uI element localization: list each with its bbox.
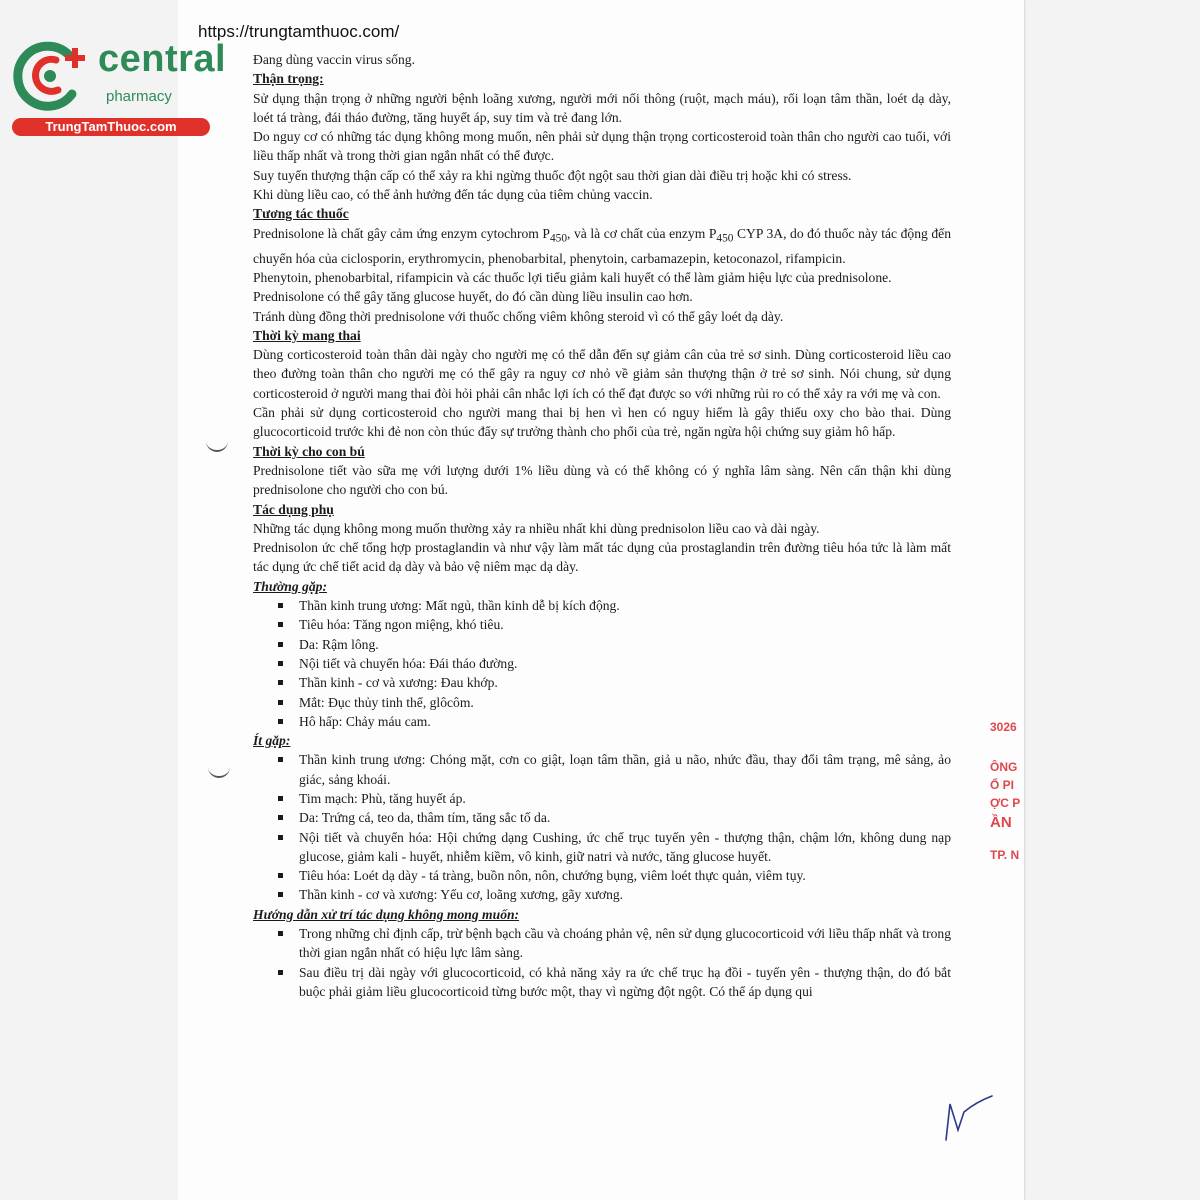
list-item: Thần kinh trung ương: Mất ngủ, thần kinh dễ bị kích động.	[299, 596, 951, 615]
tac-dung-phu-p1: Những tác dụng không mong muốn thường xảy ra nhiều nhất khi dùng prednisolon liều cao và dài ngày.	[253, 520, 820, 536]
stamp-line: Ổ PI	[990, 778, 1015, 792]
list-item: Sau điều trị dài ngày với glucocorticoid, có khả năng xảy ra ức chế trục hạ đồi - tuyến yên - thượng thận, do đó bắt buộc phải giảm liều glucocorticoid từng bước một, thay vì ngừng đột ngột. Có thể áp dụng qui	[299, 963, 951, 1002]
list-item: Tiêu hóa: Tăng ngon miệng, khó tiêu.	[299, 615, 951, 634]
than-trong-p4: Khi dùng liều cao, có thể ảnh hưởng đến tác dụng của tiêm chủng vaccin.	[253, 187, 653, 203]
mang-thai-p1: Dùng corticosteroid toàn thân dài ngày cho người mẹ có thể dẫn đến sự giảm cân của trẻ sơ sinh. Dùng corticosteroid liều cao theo đường toàn thân cho người mẹ có thể gây ra nguy cơ nhỏ về giảm sản thượng thận ở trẻ sơ sinh. Nói chung, sử dụng corticosteroid ở người mang thai đòi hỏi phải cân nhắc lợi ích có thể đạt được so với những rủi ro có thể xảy ra với mẹ và con.	[253, 347, 951, 401]
source-url[interactable]: https://trungtamthuoc.com/	[198, 22, 400, 41]
heading-tuong-tac: Tương tác thuốc	[253, 206, 349, 222]
intro-line: Đang dùng vaccin virus sống.	[253, 52, 415, 67]
than-trong-p1: Sử dụng thận trọng ở những người bệnh loãng xương, người mới nối thông (ruột, mạch máu), rối loạn tâm thần, loét dạ dày, loét tá tràng, đái tháo đường, tăng huyết áp, suy tim và trẻ đang lớn.	[253, 90, 951, 125]
heading-it-gap: Ít gặp:	[253, 733, 291, 749]
list-item: Tim mạch: Phù, tăng huyết áp.	[299, 789, 951, 808]
logo-c-icon	[10, 38, 94, 114]
stamp-line: 3026	[990, 720, 1017, 734]
con-bu-p1: Prednisolone tiết vào sữa mẹ với lượng dưới 1% liều dùng và có thể không có ý nghĩa lâm sàng. Nên cẩn thận khi dùng prednisolone cho người cho con bú.	[253, 462, 951, 498]
heading-tac-dung-phu: Tác dụng phụ	[253, 501, 334, 517]
p450-subscript-2: 450	[716, 232, 734, 245]
heading-thuong-gap: Thường gặp:	[253, 578, 327, 594]
stamp-line: TP. N	[990, 848, 1020, 862]
tuong-tac-p2: Phenytoin, phenobarbital, rifampicin và các thuốc lợi tiểu giảm kali huyết có thể làm giảm hiệu lực của prednisolone.	[253, 269, 892, 285]
heading-mang-thai: Thời kỳ mang thai	[253, 327, 361, 343]
logo-brand: central	[98, 38, 227, 80]
list-item: Thần kinh trung ương: Chóng mặt, cơn co giật, loạn tâm thần, giả u não, nhức đầu, thay đổi tâm trạng, mê sảng, ảo giác, sảng khoái.	[299, 750, 951, 789]
list-item: Trong những chỉ định cấp, trừ bệnh bạch cầu và choáng phản vệ, nên sử dụng glucocorticoid với liều thấp nhất và trong thời gian ngắn nhất có hiệu lực lâm sàng.	[299, 924, 951, 963]
heading-than-trong: Thận trọng:	[253, 71, 324, 87]
stamp-line: ẦN	[990, 814, 1012, 831]
tuong-tac-p1	[253, 224, 951, 268]
document-content	[253, 50, 951, 1001]
logo-subtitle: pharmacy	[106, 88, 172, 105]
tac-dung-phu-p2: Prednisolon ức chế tổng hợp prostaglandin và như vậy làm mất tác dụng của prostaglandin trên đường tiêu hóa tức là làm mất tác dụng ức chế tiết acid dạ dày và bảo vệ niêm mạc dạ dày.	[253, 540, 951, 575]
p450-subscript-1: 450	[550, 232, 567, 245]
tuong-tac-p3: Prednisolone có thể gây tăng glucose huyết, do đó cần dùng liều insulin cao hơn.	[253, 289, 693, 305]
list-item: Tiêu hóa: Loét dạ dày - tá tràng, buồn nôn, nôn, chướng bụng, viêm loét thực quản, viêm tụy.	[299, 866, 951, 885]
list-item: Hô hấp: Chảy máu cam.	[299, 712, 951, 731]
signature-mark	[940, 1090, 1000, 1150]
stamp-line: ỢC P	[990, 796, 1021, 810]
list-item: Nội tiết và chuyển hóa: Hội chứng dạng Cushing, ức chế trục tuyến yên - thượng thận, chậm lớn, không dung nạp glucose, giảm kali - huyết, nhiễm kiềm, vô kinh, giữ natri và nước, tăng glucose huyết.	[299, 828, 951, 867]
list-item: Thần kinh - cơ và xương: Yếu cơ, loãng xương, gãy xương.	[299, 885, 951, 904]
huong-dan-list	[253, 924, 951, 1001]
stamp-line: ÔNG	[990, 760, 1018, 774]
tuong-tac-p1-a: Prednisolone là chất gây cảm ứng enzym cytochrom P	[253, 225, 550, 241]
it-gap-list	[253, 750, 951, 904]
tuong-tac-p1-b: , và là cơ chất của enzym P	[567, 225, 717, 241]
logo-banner: TrungTamThuoc.com	[12, 118, 210, 136]
heading-con-bu: Thời kỳ cho con bú	[253, 443, 365, 459]
than-trong-p3: Suy tuyến thượng thận cấp có thể xảy ra khi ngừng thuốc đột ngột sau thời gian dài điều trị hoặc khi có stress.	[253, 167, 852, 183]
red-stamp	[988, 720, 1024, 940]
tuong-tac-p4: Tránh dùng đồng thời prednisolone với thuốc chống viêm không steroid vì có thể gây loét dạ dày.	[253, 308, 784, 324]
list-item: Thần kinh - cơ và xương: Đau khớp.	[299, 673, 951, 692]
mang-thai-p2: Cần phải sử dụng corticosteroid cho người mang thai bị hen vì hen có nguy hiểm là gây thiếu oxy cho bào thai. Dùng glucocorticoid trước khi đẻ non còn thúc đẩy sự trưởng thành cho phổi của trẻ, ngăn ngừa hội chứng suy giảm hô hấp.	[253, 405, 951, 440]
list-item: Da: Rậm lông.	[299, 635, 951, 654]
tuong-tac-p1-c: CYP 3A, do đó thuốc này tác động đến chuyển hóa của ciclosporin, erythromycin, phenobarbital, phenytoin, carbamazepin, ketoconazol, rifampicin.	[253, 225, 951, 266]
list-item: Da: Trứng cá, teo da, thâm tím, tăng sắc tố da.	[299, 808, 951, 827]
heading-huong-dan: Hướng dẫn xử trí tác dụng không mong muốn:	[253, 906, 520, 922]
list-item: Mắt: Đục thủy tinh thể, glôcôm.	[299, 693, 951, 712]
central-pharmacy-logo[interactable]	[10, 36, 227, 136]
thuong-gap-list	[253, 596, 951, 731]
list-item: Nội tiết và chuyển hóa: Đái tháo đường.	[299, 654, 951, 673]
than-trong-p2: Do nguy cơ có những tác dụng không mong muốn, nên phải sử dụng thận trọng corticosteroid toàn thân cho người cao tuổi, với liều thấp nhất và trong thời gian ngắn nhất có thể được.	[253, 129, 951, 164]
